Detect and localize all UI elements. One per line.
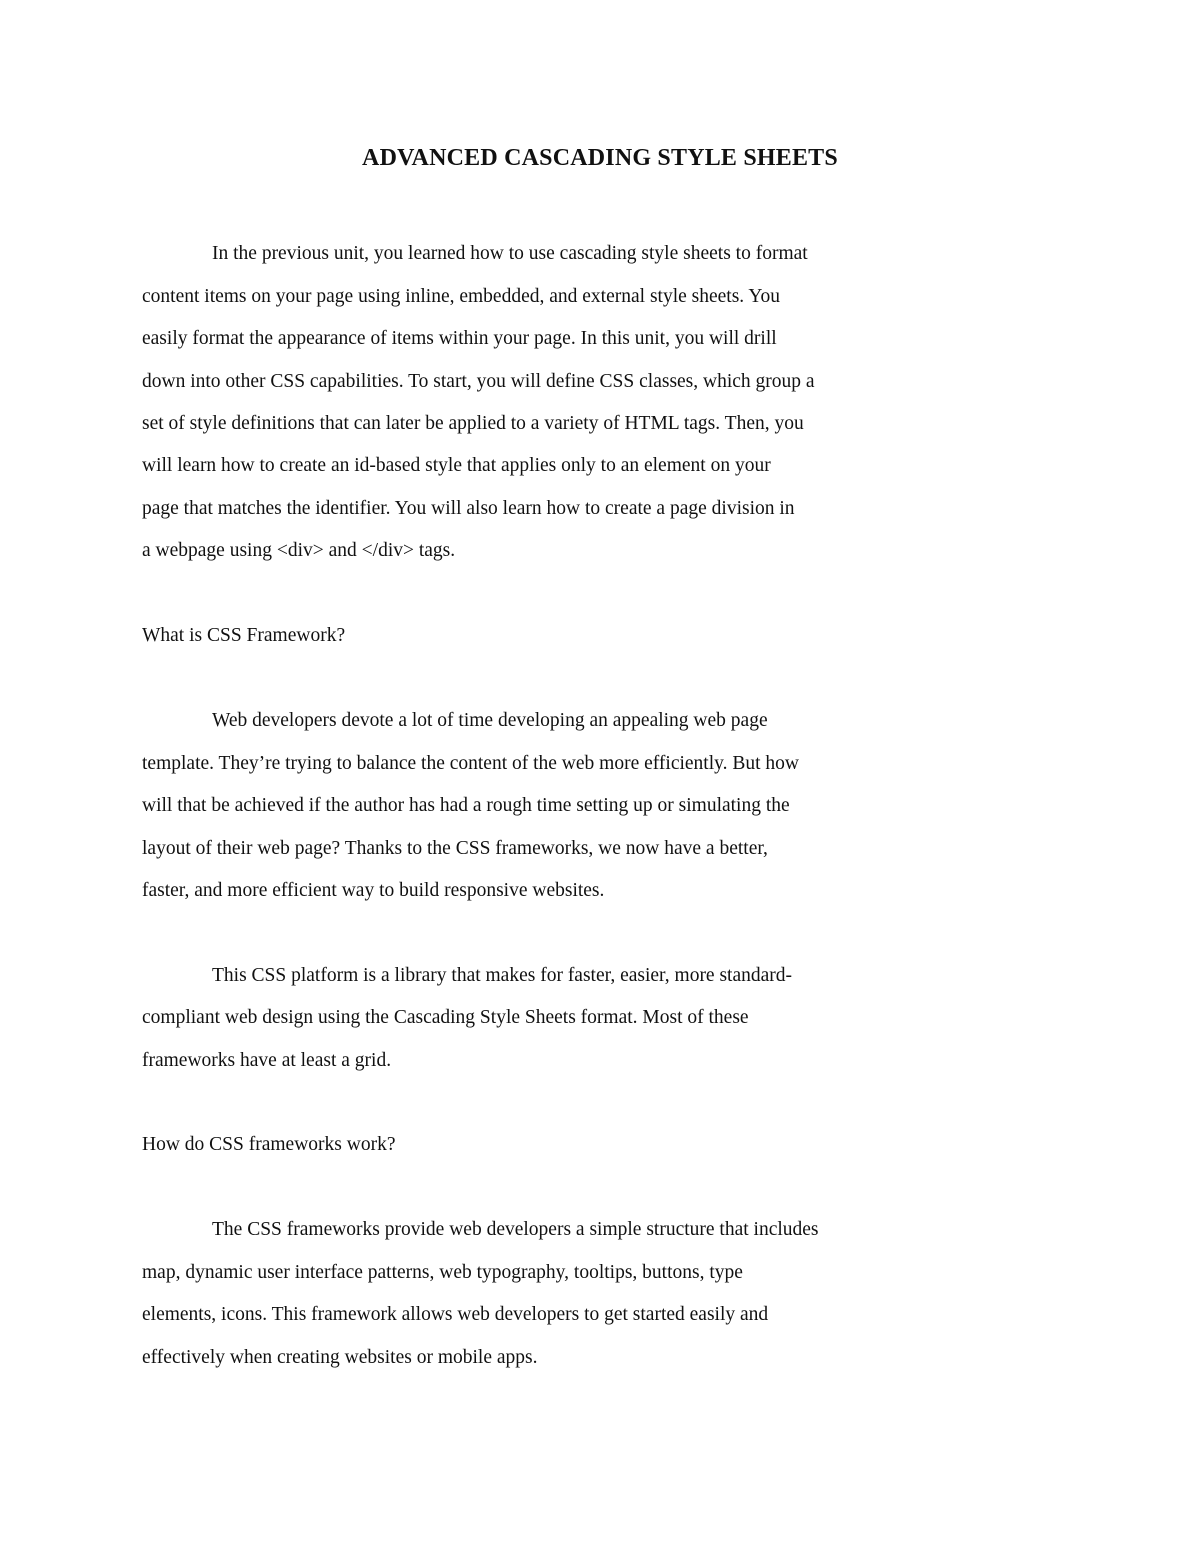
document-title: ADVANCED CASCADING STYLE SHEETS xyxy=(362,145,838,171)
paragraph-1-line-6: will learn how to create an id-based style that applies only to an element on your xyxy=(142,455,771,476)
paragraph-4-line-2: map, dynamic user interface patterns, web typography, tooltips, buttons, type xyxy=(142,1262,743,1283)
paragraph-1-line-7: page that matches the identifier. You will also learn how to create a page division in xyxy=(142,498,795,519)
paragraph-1-line-4: down into other CSS capabilities. To start, you will define CSS classes, which group a xyxy=(142,371,815,392)
paragraph-3-line-1: This CSS platform is a library that makes for faster, easier, more standard- xyxy=(212,965,793,986)
paragraph-2-line-4: layout of their web page? Thanks to the CSS frameworks, we now have a better, xyxy=(142,838,768,859)
paragraph-1-line-3: easily format the appearance of items within your page. In this unit, you will drill xyxy=(142,328,777,349)
paragraph-4-line-1: The CSS frameworks provide web developers a simple structure that includes xyxy=(212,1219,819,1240)
paragraph-1-line-2: content items on your page using inline, embedded, and external style sheets. You xyxy=(142,286,780,307)
section-heading-how-frameworks-work: How do CSS frameworks work? xyxy=(142,1134,396,1155)
paragraph-1-line-5: set of style definitions that can later be applied to a variety of HTML tags. Then, you xyxy=(142,413,804,434)
paragraph-2-line-2: template. They’re trying to balance the content of the web more efficiently. But how xyxy=(142,753,800,774)
paragraph-1-line-1: In the previous unit, you learned how to use cascading style sheets to format xyxy=(212,243,808,264)
paragraph-2-line-3: will that be achieved if the author has had a rough time setting up or simulating the xyxy=(142,795,790,816)
paragraph-3-line-3: frameworks have at least a grid. xyxy=(142,1050,392,1071)
paragraph-2-line-5: faster, and more efficient way to build responsive websites. xyxy=(142,880,605,901)
paragraph-4-line-4: effectively when creating websites or mobile apps. xyxy=(142,1347,538,1368)
paragraph-3-line-2: compliant web design using the Cascading Style Sheets format. Most of these xyxy=(142,1007,749,1028)
paragraph-1-line-8: a webpage using <div> and </div> tags. xyxy=(142,540,456,561)
section-heading-css-framework: What is CSS Framework? xyxy=(142,625,346,646)
paragraph-4-line-3: elements, icons. This framework allows web developers to get started easily and xyxy=(142,1304,769,1325)
paragraph-2-line-1: Web developers devote a lot of time developing an appealing web page xyxy=(212,710,768,731)
